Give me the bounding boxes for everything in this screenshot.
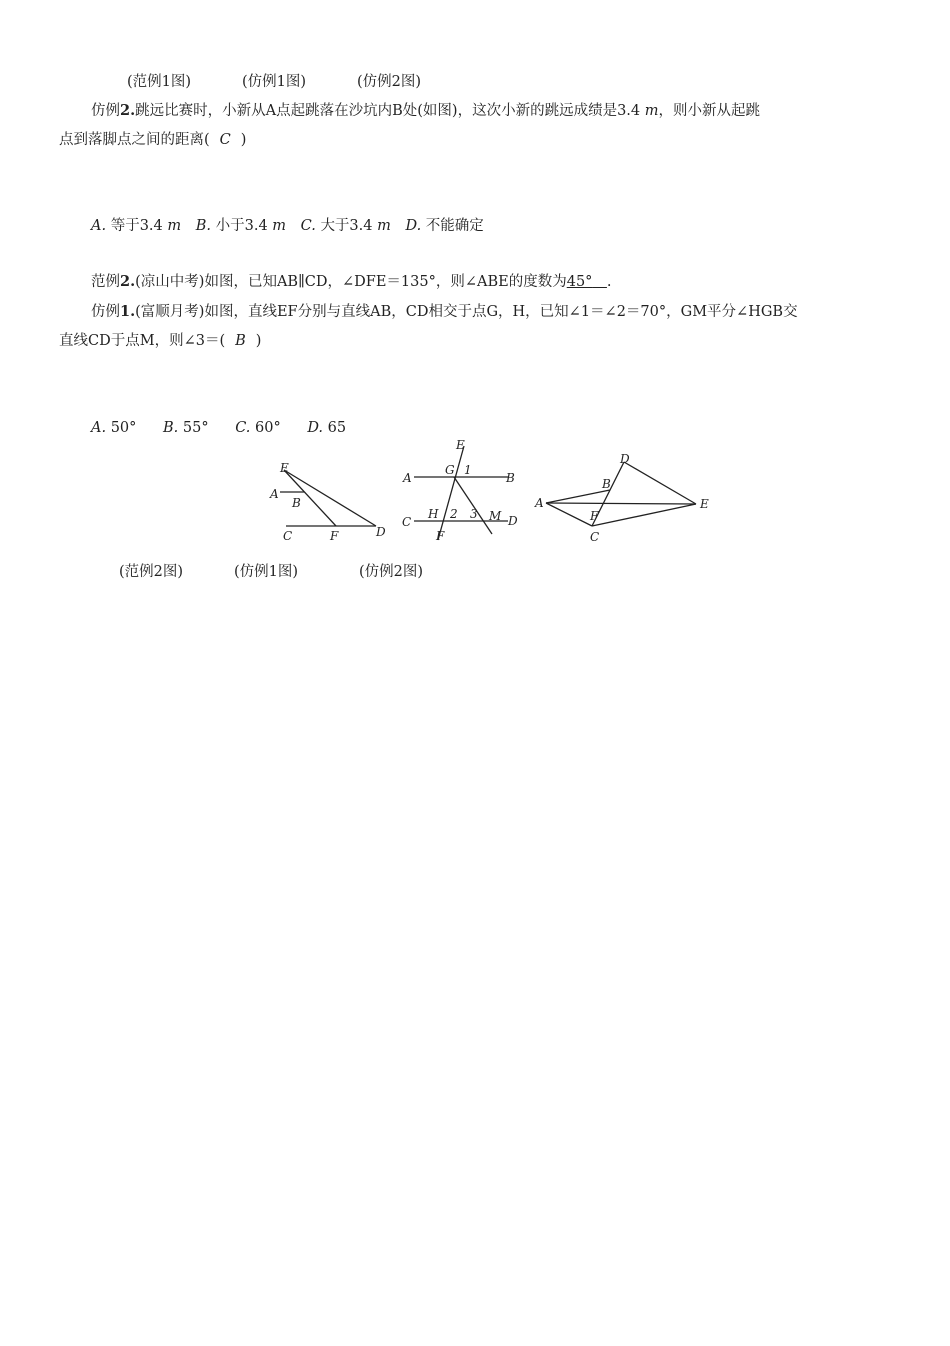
q3-option-b-text: 55° xyxy=(182,420,209,436)
fig3-label-b: B xyxy=(602,477,611,491)
q3-option-b-key: B. xyxy=(163,420,179,436)
fig3-line-de xyxy=(624,462,696,504)
q3-option-a-text: 50° xyxy=(110,420,137,436)
q2-line xyxy=(91,272,612,292)
top-caption-3: (仿例2图) xyxy=(357,74,422,90)
fig3-line-ce xyxy=(592,504,696,526)
q3-option-d-text: 65 xyxy=(327,420,347,436)
top-caption-1: (范例1图) xyxy=(127,74,192,90)
q3-close: ) xyxy=(255,333,262,349)
q1-option-d-text: 不能确定 xyxy=(425,218,484,234)
q3-text-2: 直线CD于点M，则∠3＝( xyxy=(59,333,226,349)
fig2-label-g: G xyxy=(445,463,455,477)
q1-line-1 xyxy=(91,101,760,121)
q1-text-2: ，则小新从起跳 xyxy=(658,103,760,119)
q1-option-a-key: A. xyxy=(91,218,107,234)
q1-option-b-key: B. xyxy=(195,218,211,234)
q1-close: ) xyxy=(240,132,247,148)
fig2-line-ef xyxy=(438,446,464,540)
q1-option-a-unit: m xyxy=(167,218,182,234)
q2-text: (凉山中考)如图，已知AB∥CD，∠DFE＝135°，则∠ABE的度数为 xyxy=(135,274,567,290)
q2-label: 范例 xyxy=(91,274,120,290)
fig1-label-c: C xyxy=(283,529,293,543)
q1-option-c-key: C. xyxy=(300,218,316,234)
fig3-line-ab xyxy=(546,490,610,503)
q1-option-d-key: D. xyxy=(405,218,422,234)
q1-text-1: 跳远比赛时，小新从A点起跳落在沙坑内B处(如图)，这次小新的跳远成绩是3.4 xyxy=(135,103,645,119)
q3-number: 1. xyxy=(120,303,136,320)
fig2-label-b: B xyxy=(506,471,515,485)
fig3-label-c: C xyxy=(590,530,600,544)
q3-label: 仿例 xyxy=(91,304,120,320)
q1-label: 仿例 xyxy=(91,103,120,119)
fig3-label-f: F xyxy=(590,509,599,523)
fig2-label-m: M xyxy=(489,509,502,523)
q1-answer: C xyxy=(219,132,231,148)
fig2-label-d: D xyxy=(508,514,518,528)
q3-line-2 xyxy=(59,331,261,351)
q3-answer: B xyxy=(235,333,246,349)
fig2-label-a: A xyxy=(403,471,412,485)
fig2-label-2: 2 xyxy=(450,507,458,521)
q1-number: 2. xyxy=(120,102,136,119)
fig3-label-a: A xyxy=(535,496,544,510)
q1-text-3: 点到落脚点之间的距离( xyxy=(59,132,210,148)
fig3-label-d: D xyxy=(620,452,630,466)
q3-line-1 xyxy=(91,302,798,322)
fig3-line-ac xyxy=(546,503,592,526)
fig2-label-c: C xyxy=(402,515,412,529)
fig2-label-f: F xyxy=(436,529,445,543)
fig1-label-d: D xyxy=(376,525,386,539)
top-caption-2: (仿例1图) xyxy=(242,74,307,90)
fig2-label-1: 1 xyxy=(464,463,472,477)
fig1-label-b: B xyxy=(292,496,301,510)
fig1-label-e: E xyxy=(280,461,289,475)
figure-imitation-1 xyxy=(398,436,528,546)
bottom-caption-2: (仿例1图) xyxy=(234,564,299,580)
q1-unit: m xyxy=(644,103,659,119)
figure-imitation-2 xyxy=(530,450,720,545)
fig2-label-3: 3 xyxy=(470,507,478,521)
fig2-line-gm xyxy=(454,477,492,534)
bottom-caption-3: (仿例2图) xyxy=(359,564,424,580)
q1-line-2 xyxy=(59,130,246,150)
q1-options xyxy=(91,216,484,236)
q1-option-b-unit: m xyxy=(272,218,287,234)
q3-option-c-key: C. xyxy=(235,420,251,436)
q2-number: 2. xyxy=(120,273,136,290)
q2-end: . xyxy=(606,274,612,290)
fig2-label-e: E xyxy=(456,438,465,452)
q1-option-c-text: 大于3.4 xyxy=(320,218,378,234)
q1-option-a-text: 等于3.4 xyxy=(110,218,168,234)
q3-options xyxy=(91,418,346,438)
fig1-label-a: A xyxy=(270,487,279,501)
q2-answer: 45° xyxy=(566,274,593,290)
fig2-label-h: H xyxy=(428,507,439,521)
q1-option-c-unit: m xyxy=(377,218,391,234)
figure-example-2 xyxy=(266,458,396,548)
q3-text-1: (富顺月考)如图，直线EF分别与直线AB，CD相交于点G，H，已知∠1＝∠2＝70°，GM平分∠HGB交 xyxy=(135,304,798,320)
q3-option-a-key: A. xyxy=(91,420,107,436)
q1-option-b-text: 小于3.4 xyxy=(215,218,273,234)
fig1-label-f: F xyxy=(330,529,339,543)
fig3-label-e: E xyxy=(700,497,709,511)
q3-option-c-text: 60° xyxy=(255,420,281,436)
fig3-line-ae xyxy=(546,503,696,504)
q3-option-d-key: D. xyxy=(307,420,324,436)
bottom-caption-1: (范例2图) xyxy=(119,564,184,580)
